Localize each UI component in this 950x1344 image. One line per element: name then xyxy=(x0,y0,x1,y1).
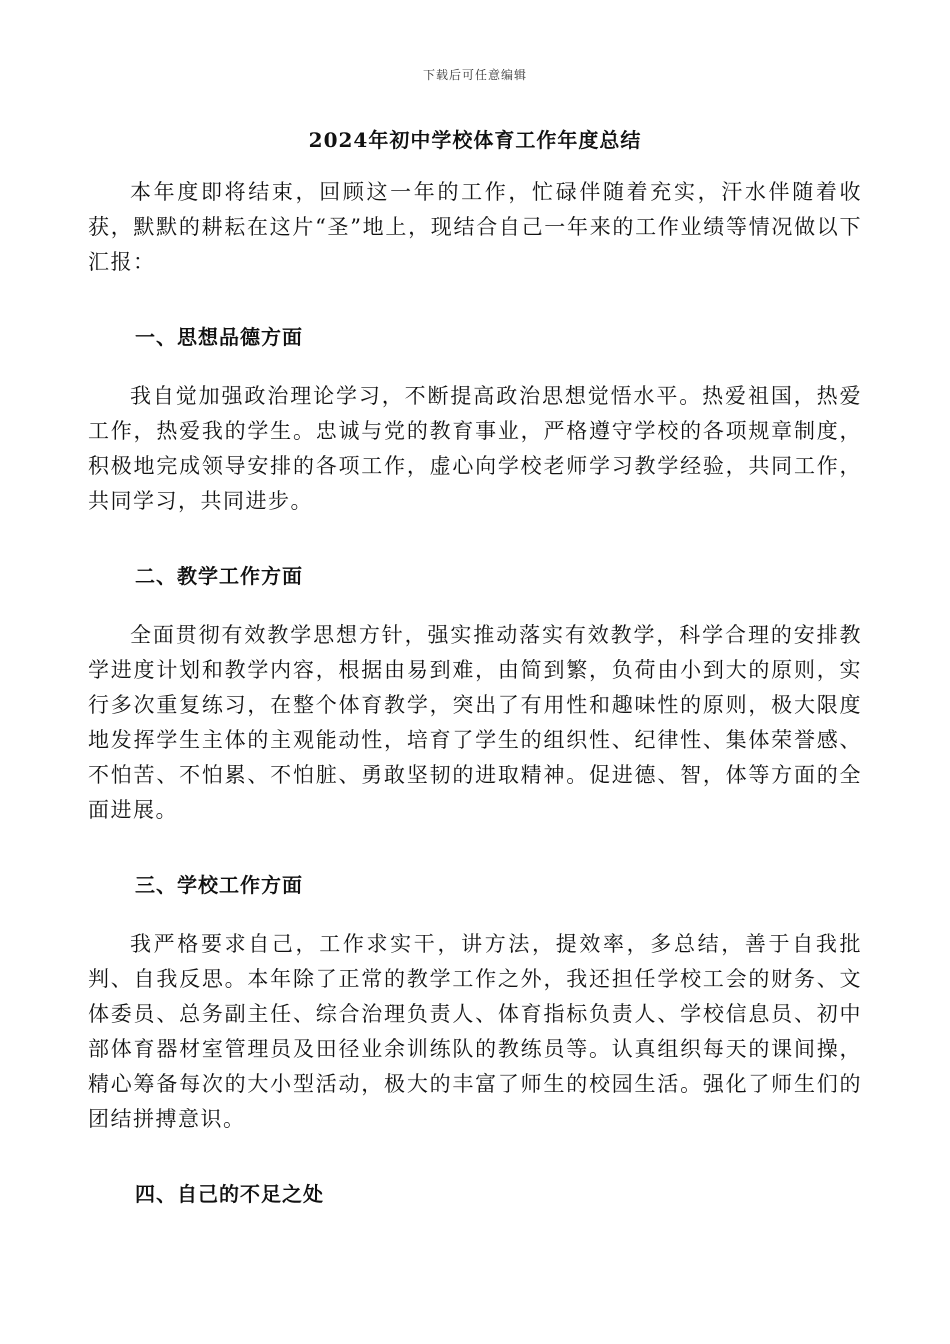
section-body-3: 我严格要求自己，工作求实干，讲方法，提效率，多总结，善于自我批判、自我反思。本年除了正常的教学工作之外，我还担任学校工会的财务、文体委员、总务副主任、综合治理负责人、体育指标负责人、学校信息员、初中部体育器材室管理员及田径业余训练队的教练员等。认真组织每天的课间操，精心筹备每次的大小型活动，极大的丰富了师生的校园生活。强化了师生们的团结拼搏意识。 xyxy=(88,932,862,1131)
section-heading-4: 四、自己的不足之处 xyxy=(135,1182,324,1206)
header-note: 下载后可任意编辑 xyxy=(422,68,527,82)
section-heading-1: 一、思想品德方面 xyxy=(135,325,303,349)
intro-paragraph: 本年度即将结束，回顾这一年的工作，忙碌伴随着充实，汗水伴随着收获，默默的耕耘在这片“圣”地上，现结合自己一年来的工作业绩等情况做以下汇报： xyxy=(88,180,862,274)
section-heading-2: 二、教学工作方面 xyxy=(135,564,303,588)
section-heading-3: 三、学校工作方面 xyxy=(135,873,303,897)
document-body xyxy=(88,175,862,1212)
section-body-2: 全面贯彻有效教学思想方针，强实推动落实有效教学，科学合理的安排教学进度计划和教学内容，根据由易到难，由简到繁，负荷由小到大的原则，实行多次重复练习，在整个体育教学，突出了有用性和趣味性的原则，极大限度地发挥学生主体的主观能动性，培育了学生的组织性、纪律性、集体荣誉感、不怕苦、不怕累、不怕脏、勇敢坚韧的进取精神。促进德、智，体等方面的全面进展。 xyxy=(88,623,862,822)
document-title: 2024年初中学校体育工作年度总结 xyxy=(308,128,642,152)
section-body-1: 我自觉加强政治理论学习，不断提高政治思想觉悟水平。热爱祖国，热爱工作，热爱我的学生。忠诚与党的教育事业，严格遵守学校的各项规章制度，积极地完成领导安排的各项工作，虚心向学校老师学习教学经验，共同工作，共同学习，共同进步。 xyxy=(88,384,862,513)
